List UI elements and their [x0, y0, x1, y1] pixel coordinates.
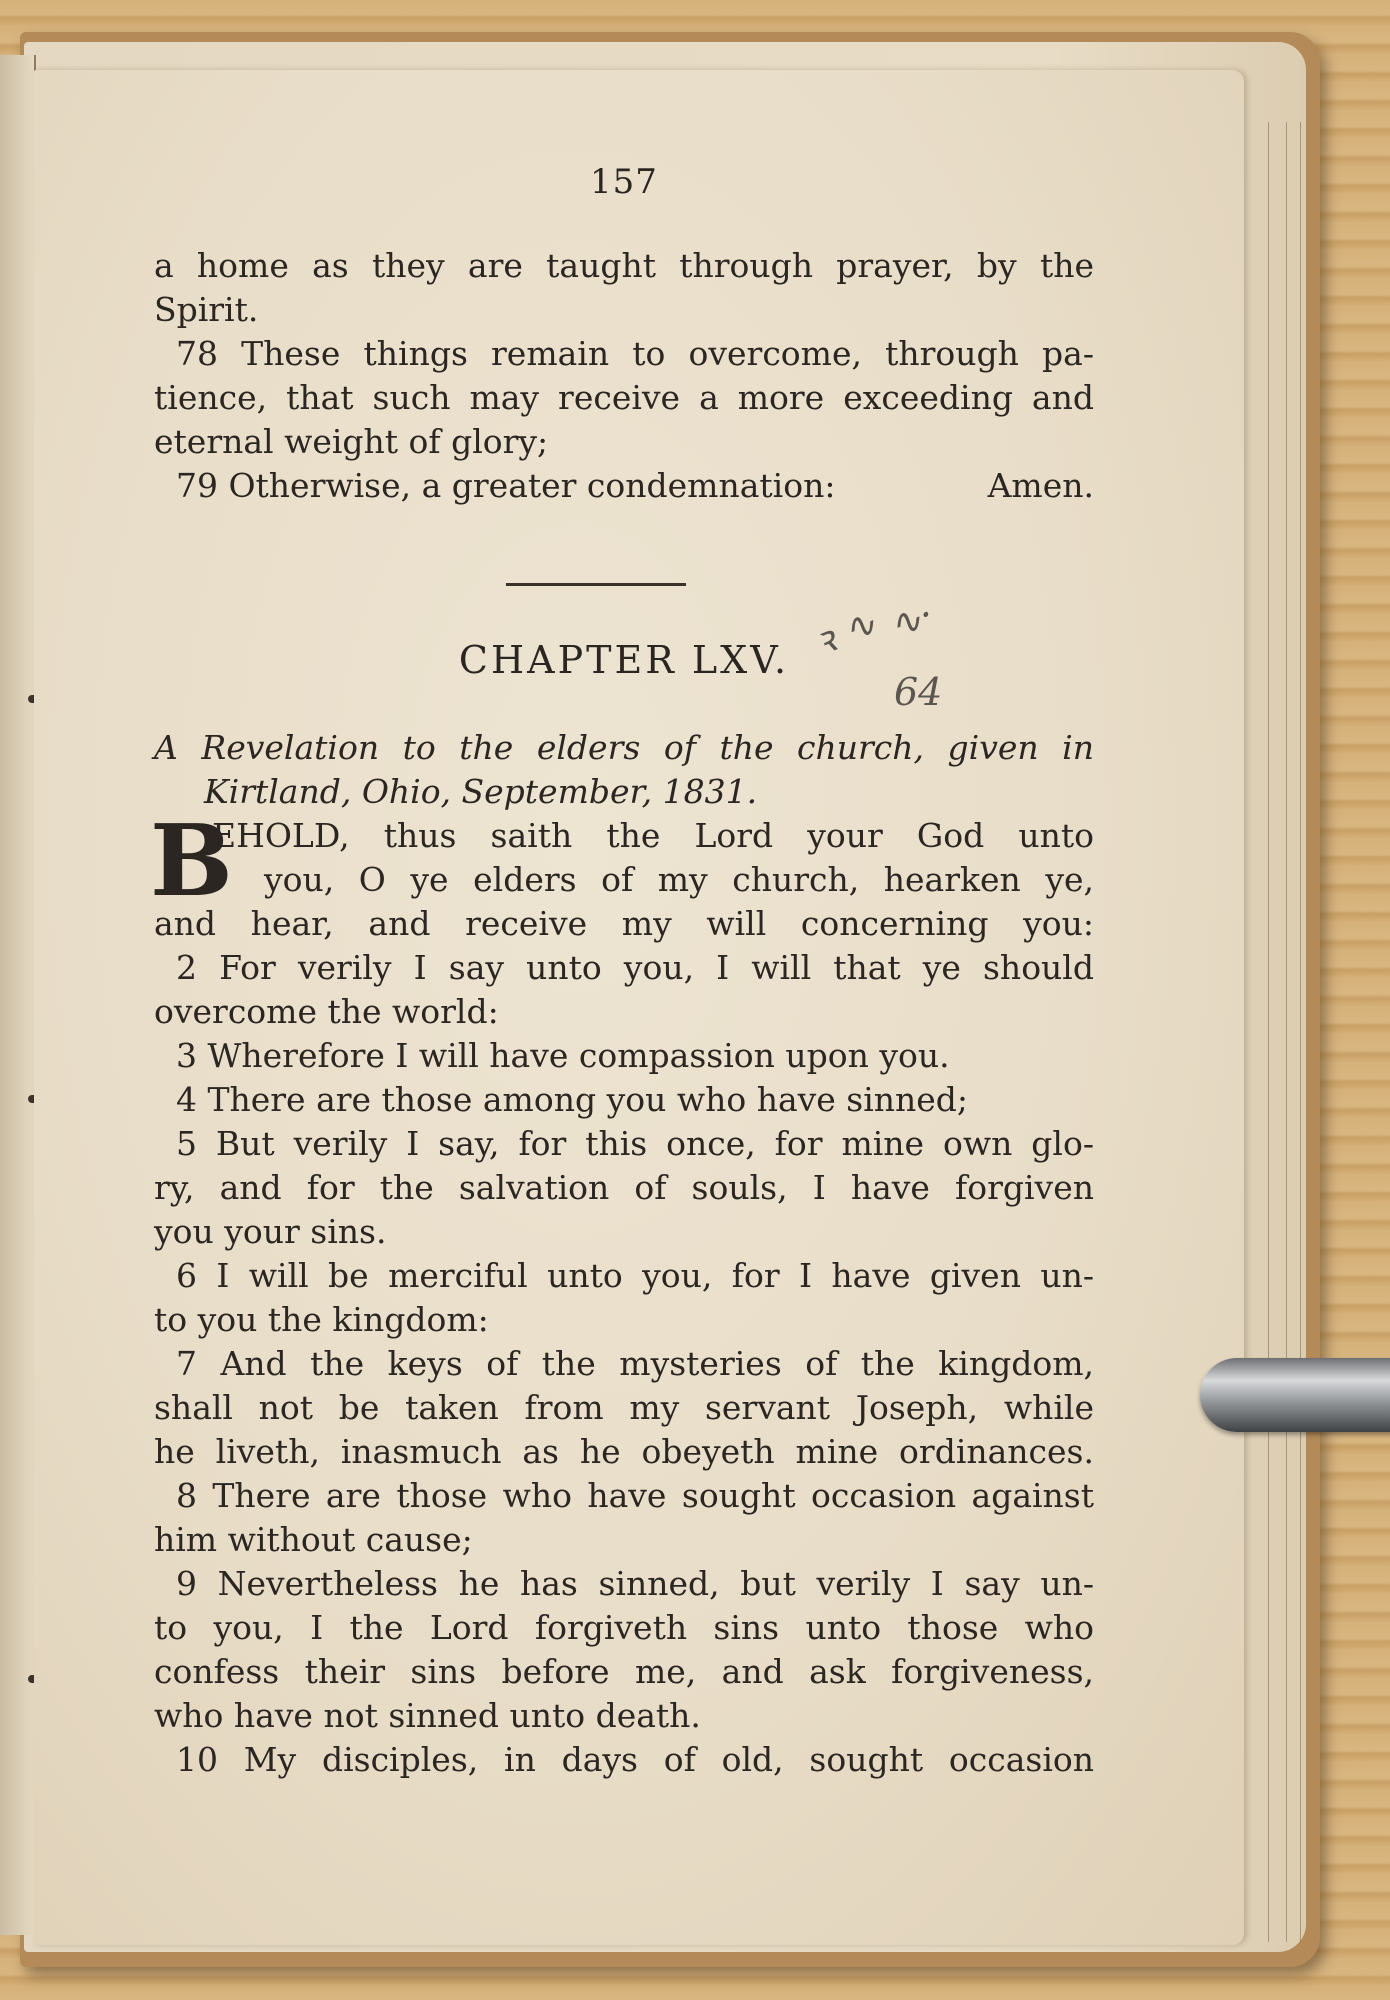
verse-79: 79 Otherwise, a greater condemnation: — [176, 466, 836, 505]
text-line: 3 Wherefore I will have compassion upon you. — [176, 1036, 950, 1075]
page-edge — [1272, 122, 1287, 1942]
text-line: and hear, and receive my will concerning you: — [154, 904, 1094, 943]
text-line: confess their sins before me, and ask forgiveness, — [154, 1652, 1094, 1691]
text-line: he liveth, inasmuch as he obeyeth mine ordinances. — [154, 1432, 1094, 1471]
page-number: 157 — [590, 162, 658, 202]
section-rule — [506, 583, 686, 586]
text-line: 10 My disciples, in days of old, sought occasion — [176, 1740, 1094, 1779]
text-line: you, O ye elders of my church, hearken ye, — [264, 860, 1094, 899]
text-line: 9 Nevertheless he has sinned, but verily I say un- — [176, 1564, 1094, 1603]
text-line: EHOLD, thus saith the Lord your God unto — [212, 816, 1094, 855]
text-line: ry, and for the salvation of souls, I have forgiven — [154, 1168, 1094, 1207]
text-line: 8 There are those who have sought occasion against — [176, 1476, 1094, 1515]
text-line: to you the kingdom: — [154, 1300, 489, 1339]
pencil-annotation: 64 — [894, 670, 943, 714]
text-line: 5 But verily I say, for this once, for mine own glo- — [176, 1124, 1094, 1163]
text-line: tience, that such may receive a more exceeding and — [154, 378, 1094, 417]
chapter-title: CHAPTER LXV. — [458, 638, 790, 682]
chapter-heading: Kirtland, Ohio, September, 1831. — [204, 772, 758, 811]
text-line: 6 I will be merciful unto you, for I have given un- — [176, 1256, 1094, 1295]
page-text — [150, 160, 1094, 1782]
text-line: you your sins. — [154, 1212, 387, 1251]
opening-paragraph — [150, 804, 1094, 946]
text-line: 4 There are those among you who have sinned; — [176, 1080, 969, 1119]
chapter-heading: A Revelation to the elders of the church, given in — [154, 728, 1094, 767]
text-line: shall not be taken from my servant Joseph, while — [154, 1388, 1094, 1427]
pencil-scribble: ∿· — [882, 591, 940, 649]
drop-cap: B — [150, 804, 233, 919]
text-line: him without cause; — [154, 1520, 473, 1559]
amen-word: Amen. — [987, 466, 1094, 505]
text-line: Spirit. — [154, 290, 259, 329]
text-line: to you, I the Lord forgiveth sins unto those who — [154, 1608, 1094, 1647]
text-line: who have not sinned unto death. — [154, 1696, 701, 1735]
text-line: overcome the world: — [154, 992, 499, 1031]
page-knife — [1200, 1358, 1390, 1432]
pencil-scribble: ꝛ ∿ — [808, 599, 883, 664]
page-edge — [1286, 122, 1301, 1942]
text-line: eternal weight of glory; — [154, 422, 549, 461]
text-line: 78 These things remain to overcome, through pa- — [176, 334, 1094, 373]
text-line: a home as they are taught through prayer, by the — [154, 246, 1094, 285]
page-edge — [1254, 122, 1269, 1942]
amen-line — [154, 464, 1094, 508]
left-page-edge — [0, 55, 36, 1935]
text-line: 7 And the keys of the mysteries of the kingdom, — [176, 1344, 1094, 1383]
text-line: 2 For verily I say unto you, I will that ye should — [176, 948, 1094, 987]
